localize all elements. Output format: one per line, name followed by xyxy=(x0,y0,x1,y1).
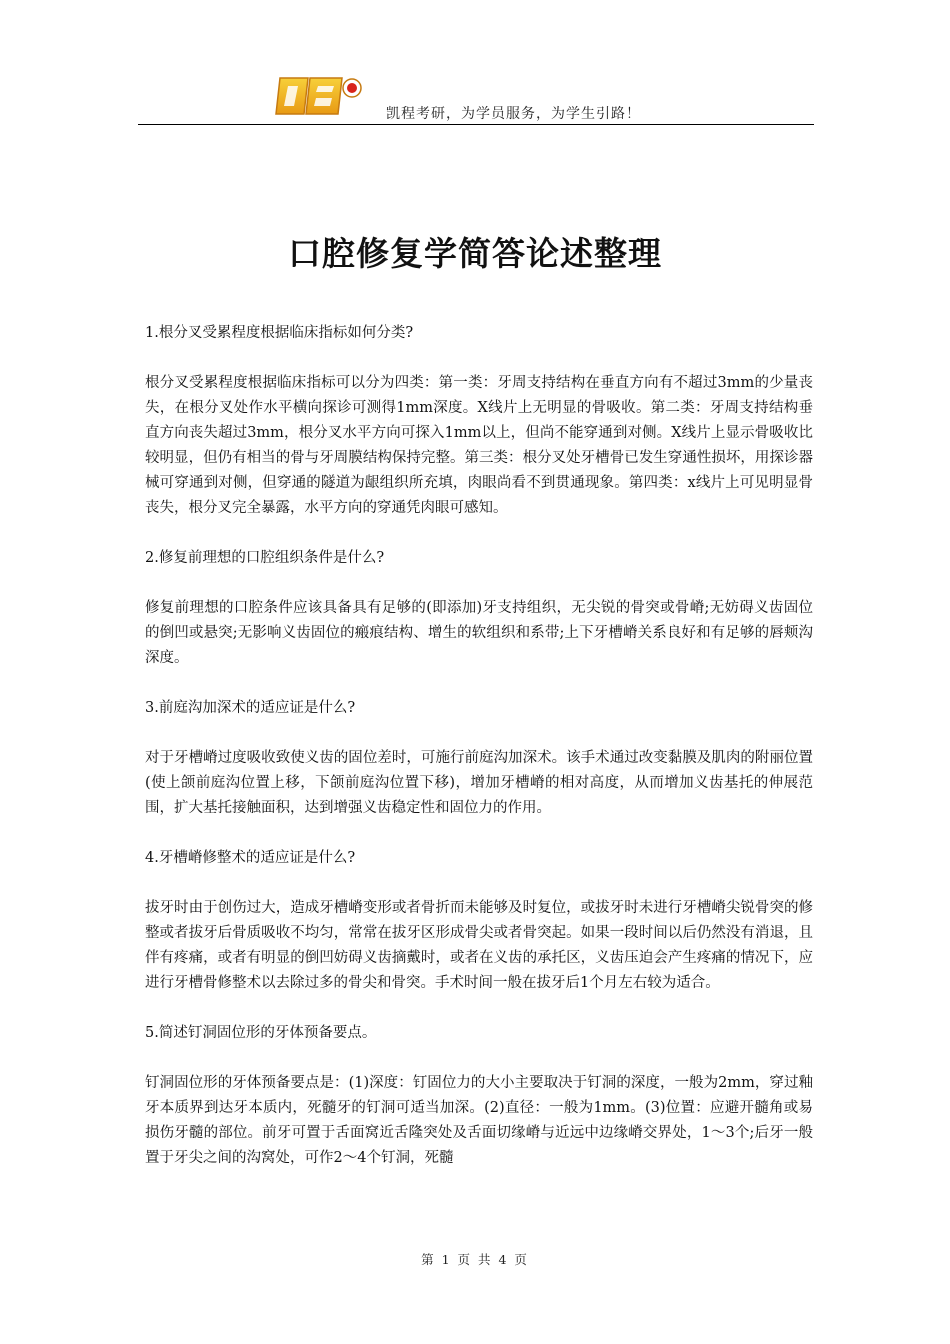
page-number: 第 1 页 共 4 页 xyxy=(421,1252,529,1267)
question-1: 1.根分叉受累程度根据临床指标如何分类? xyxy=(145,325,414,341)
question-5: 5.简述钉洞固位形的牙体预备要点。 xyxy=(145,1025,377,1041)
header-slogan: 凯程考研，为学员服务，为学生引路！ xyxy=(386,106,641,122)
question-3: 3.前庭沟加深术的适应证是什么? xyxy=(145,700,356,716)
answer-1: 根分叉受累程度根据临床指标可以分为四类：第一类：牙周支持结构在垂直方向有不超过3mm的少量丧失，在根分叉处作水平横向探诊可测得1mm深度。X线片上无明显的骨吸收。第二类：牙周支持结构垂直方向丧失超过3mm，根分叉水平方向可探入1mm以上，但尚不能穿通到对侧。X线片上显示骨吸收比较明显，但仍有相当的骨与牙周膜结构保持完整。第三类：根分叉处牙槽骨已发生穿通性损坏，用探诊器械可穿通到对侧，但穿通的隧道为龈组织所充填，肉眼尚看不到贯通现象。第四类：x线片上可见明显骨丧失，根分叉完全暴露，水平方向的穿通凭肉眼可感知。 xyxy=(145,375,813,516)
answer-4: 拔牙时由于创伤过大，造成牙槽嵴变形或者骨折而未能够及时复位，或拔牙时未进行牙槽嵴尖锐骨突的修整或者拔牙后骨质吸收不均匀，常常在拔牙区形成骨尖或者骨突起。如果一段时间以后仍然没有消退，且伴有疼痛，或者有明显的倒凹妨碍义齿摘戴时，或者在义齿的承托区，义齿压迫会产生疼痛的情况下，应进行牙槽骨修整术以去除过多的骨尖和骨突。手术时间一般在拔牙后1个月左右较为适合。 xyxy=(145,900,813,991)
document-body xyxy=(145,321,813,1196)
question-2: 2.修复前理想的口腔组织条件是什么? xyxy=(145,550,385,566)
answer-3: 对于牙槽嵴过度吸收致使义齿的固位差时，可施行前庭沟加深术。该手术通过改变黏膜及肌肉的附丽位置(使上颌前庭沟位置上移，下颌前庭沟位置下移)，增加牙槽嵴的相对高度，从而增加义齿基托的伸展范围，扩大基托接触面积，达到增强义齿稳定性和固位力的作用。 xyxy=(145,750,813,816)
header-divider xyxy=(138,124,814,125)
logo-graphic xyxy=(138,70,366,120)
kaicheng-logo xyxy=(138,70,366,120)
answer-5: 钉洞固位形的牙体预备要点是：(1)深度：钉固位力的大小主要取决于钉洞的深度，一般为2mm，穿过釉牙本质界到达牙本质内，死髓牙的钉洞可适当加深。(2)直径：一般为1mm。(3)位置：应避开髓角或易损伤牙髓的部位。前牙可置于舌面窝近舌隆突处及舌面切缘嵴与近远中边缘嵴交界处，1～3个;后牙一般置于牙尖之间的沟窝处，可作2～4个钉洞，死髓 xyxy=(145,1075,813,1166)
answer-2: 修复前理想的口腔条件应该具备具有足够的(即添加)牙支持组织，无尖锐的骨突或骨嵴;无妨碍义齿固位的倒凹或悬突;无影响义齿固位的瘢痕结构、增生的软组织和系带;上下牙槽嵴关系良好和有足够的唇颊沟深度。 xyxy=(145,600,813,666)
question-4: 4.牙槽嵴修整术的适应证是什么? xyxy=(145,850,356,866)
document-title: 口腔修复学简答论述整理 xyxy=(288,234,662,273)
